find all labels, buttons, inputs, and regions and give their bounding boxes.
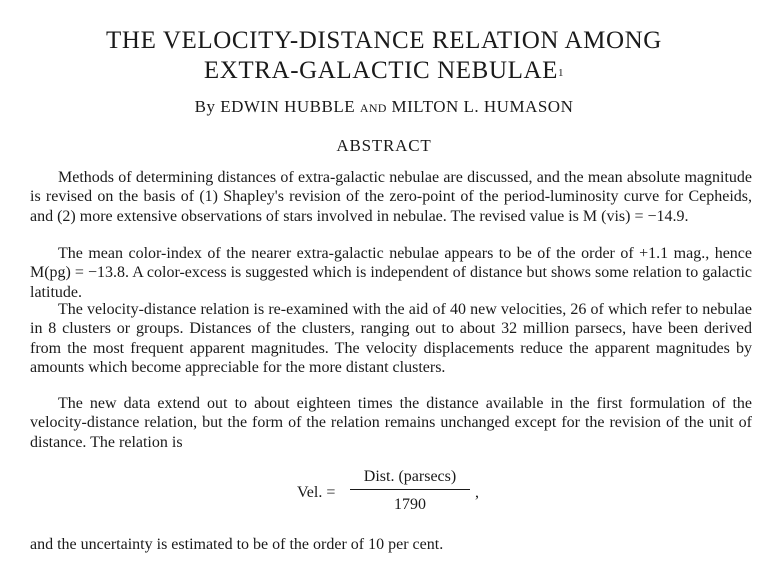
title-footnote-mark: 1 bbox=[558, 67, 565, 79]
title-line-1-text: THE VELOCITY-DISTANCE RELATION AMONG bbox=[106, 27, 662, 54]
byline-by: By bbox=[194, 97, 216, 116]
formula-fraction bbox=[350, 468, 470, 514]
formula-lhs: Vel. = bbox=[297, 484, 336, 501]
abstract-paragraph-5: and the uncertainty is estimated to be of the order of 10 per cent. bbox=[30, 536, 444, 553]
formula-trailing-comma: , bbox=[475, 484, 479, 501]
formula-denominator: 1790 bbox=[394, 496, 426, 513]
abstract-paragraph-3: The velocity-distance relation is re-examined with the aid of 40 new velocities, 26 of which refer to nebulae in 8 clusters or groups. Distances of the clusters, ranging out to about 32 million parsecs, have been derived from the most frequent apparent magnitudes. The velocity displacements reduce the apparent magnitudes by amounts which become appreciable for the more distant clusters. bbox=[30, 301, 752, 377]
formula-numerator: Dist. (parsecs) bbox=[363, 468, 457, 485]
abstract-paragraph-1: Methods of determining distances of extra-galactic nebulae are discussed, and the mean absolute magnitude is revised on the basis of (1) Shapley's revision of the zero-point of the period-luminosity curve for Cepheids, and (2) more extensive observations of stars involved in nebulae. The revised value is M (vis) = −14.9. bbox=[30, 169, 752, 225]
author-1: EDWIN HUBBLE bbox=[220, 97, 356, 116]
abstract-paragraph-2: The mean color-index of the nearer extra-galactic nebulae appears to be of the order of +1.1 mag., hence M(pg) = −13.8. A color-excess is suggested which is independent of distance but shows some relation to galactic latitude. bbox=[30, 245, 752, 301]
byline bbox=[0, 97, 768, 117]
title-line-2-text: EXTRA-GALACTIC NEBULAE bbox=[203, 57, 559, 84]
title-line-2 bbox=[0, 56, 768, 86]
title-line-1 bbox=[0, 26, 768, 56]
abstract-paragraph-4: The new data extend out to about eighteen times the distance available in the first formulation of the velocity-distance relation, but the form of the relation remains unchanged except for the revision of the unit of distance. The relation is bbox=[30, 395, 752, 451]
byline-and: AND bbox=[359, 101, 387, 115]
author-2: MILTON L. HUMASON bbox=[391, 97, 574, 116]
abstract-heading: ABSTRACT bbox=[336, 136, 432, 155]
